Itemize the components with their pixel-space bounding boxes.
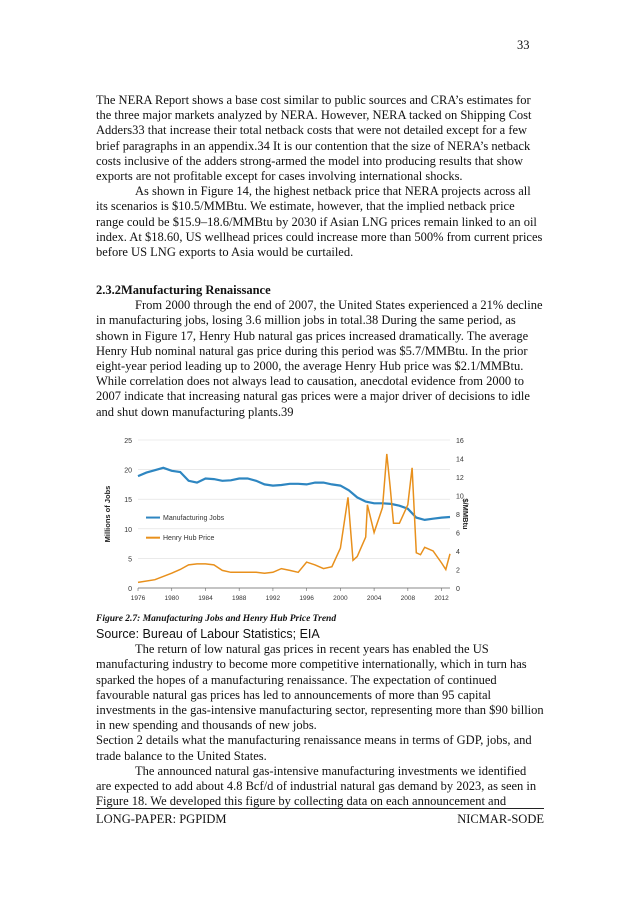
x-tick-label: 1996 — [299, 595, 314, 602]
legend-label: Manufacturing Jobs — [163, 515, 225, 523]
y-axis-title-left: Millions of Jobs — [103, 485, 112, 543]
x-tick-label: 1984 — [198, 595, 213, 602]
paragraph-manufacturing-decline: From 2000 through the end of 2007, the United States experienced a 21% decline in manufacturing jobs, losing 3.6 million jobs in total.38 During the same period, as shown in Figure 17, Henry Hub natural gas prices increased dramatically. The average Henry Hub nominal natural gas price during this period was $5.7/MMBtu. In the prior eight-year period leading up to 2000, the average Henry Hub price was $2.1/MMBtu. While correlation does not always lead to causation, anecdotal evidence from 2000 to 2007 indicate that increasing natural gas prices were a major driver of decisions to idle and shut down manufacturing plants.39 — [96, 298, 543, 419]
y-tick-right: 10 — [456, 493, 464, 501]
y-tick-left: 5 — [128, 556, 132, 564]
paragraph-low-gas-prices: The return of low natural gas prices in recent years has enabled the US manufacturing industry to become more competitive internationally, which in turn has sparked the hopes of a manufacturing renaissance. The expectation of continued favourable natural gas prices has led to announcements of more than 95 capital investments in the gas-intensive manufacturing sector, representing more than $90 billion in new spending and thousands of new jobs. — [96, 642, 544, 733]
paragraph-section-2: Section 2 details what the manufacturing renaissance means in terms of GDP, jobs, and trade balance to the United States. — [96, 733, 532, 763]
y-tick-left: 20 — [124, 467, 132, 475]
x-tick-label: 1976 — [130, 595, 146, 602]
figure-caption: Figure 2.7: Manufacturing Jobs and Henry Hub Price Trend — [96, 614, 337, 624]
y-tick-right: 2 — [456, 567, 460, 575]
x-tick-label: 1980 — [164, 595, 179, 602]
x-tick-label: 2004 — [366, 595, 382, 602]
y-tick-right: 4 — [456, 549, 460, 556]
paragraph-nera-report: The NERA Report shows a base cost similar to public sources and CRA’s estimates for the three major markets analyzed by NERA. However, NERA tacked on Shipping Cost Adders33 that increase their total netback costs that were not detailed except for a few brief paragraphs in an appendix.34 It is our contention that the size of NERA’s netback costs inclusive of the adders strong-armed the model into producing results that show exports are not profitable except for cases involving international shocks. — [96, 93, 532, 184]
body-text-top — [96, 93, 544, 260]
y-tick-left: 10 — [124, 526, 132, 534]
x-tick-label: 1992 — [265, 595, 281, 602]
page-number: 33 — [517, 38, 530, 52]
y-tick-right: 8 — [456, 512, 460, 519]
y-tick-right: 14 — [456, 456, 464, 464]
y-tick-right: 0 — [456, 586, 460, 593]
footer-divider — [96, 808, 544, 809]
paragraph-netback-price: As shown in Figure 14, the highest netback price that NERA projects across all its scenarios is $10.5/MMBtu. We estimate, however, that the implied netback price range could be $15.9–18.6/MMBtu by 2030 if Asian LNG prices remain linked to an oil index. At $18.60, US wellhead prices could increase more than 500% from current prices before US LNG exports to Asia would be curtailed. — [96, 184, 543, 260]
footer-right: NICMAR-SODE — [457, 812, 544, 826]
body-text-section — [96, 283, 544, 420]
x-tick-label: 1988 — [231, 595, 247, 602]
y-tick-left: 0 — [128, 586, 132, 593]
source-line: Source: Bureau of Labour Statistics; EIA — [96, 627, 320, 641]
y-tick-left: 25 — [124, 438, 132, 445]
manufacturing-jobs-chart — [96, 430, 468, 610]
body-text-bottom — [96, 627, 544, 809]
y-tick-left: 15 — [124, 497, 132, 505]
y-tick-right: 16 — [456, 438, 464, 445]
page-footer — [96, 812, 544, 827]
x-tick-label: 2000 — [333, 595, 348, 602]
section-heading: 2.3.2Manufacturing Renaissance — [96, 283, 271, 297]
series-line-manufacturing-jobs — [138, 468, 450, 523]
x-tick-label: 2012 — [434, 595, 449, 602]
y-axis-title-right: $/MMBtu — [461, 498, 470, 530]
x-tick-label: 2008 — [400, 595, 416, 602]
y-tick-right: 6 — [456, 530, 460, 538]
footer-left: LONG-PAPER: PGPIDM — [96, 812, 227, 826]
legend-label: Henry Hub Price — [163, 535, 215, 543]
y-tick-right: 12 — [456, 475, 464, 482]
paragraph-gas-demand: The announced natural gas-intensive manufacturing investments we identified are expected to add about 4.8 Bcf/d of industrial natural gas demand by 2023, as seen in Figure 18. We developed this figure by collecting data on each announcement and — [96, 763, 537, 809]
